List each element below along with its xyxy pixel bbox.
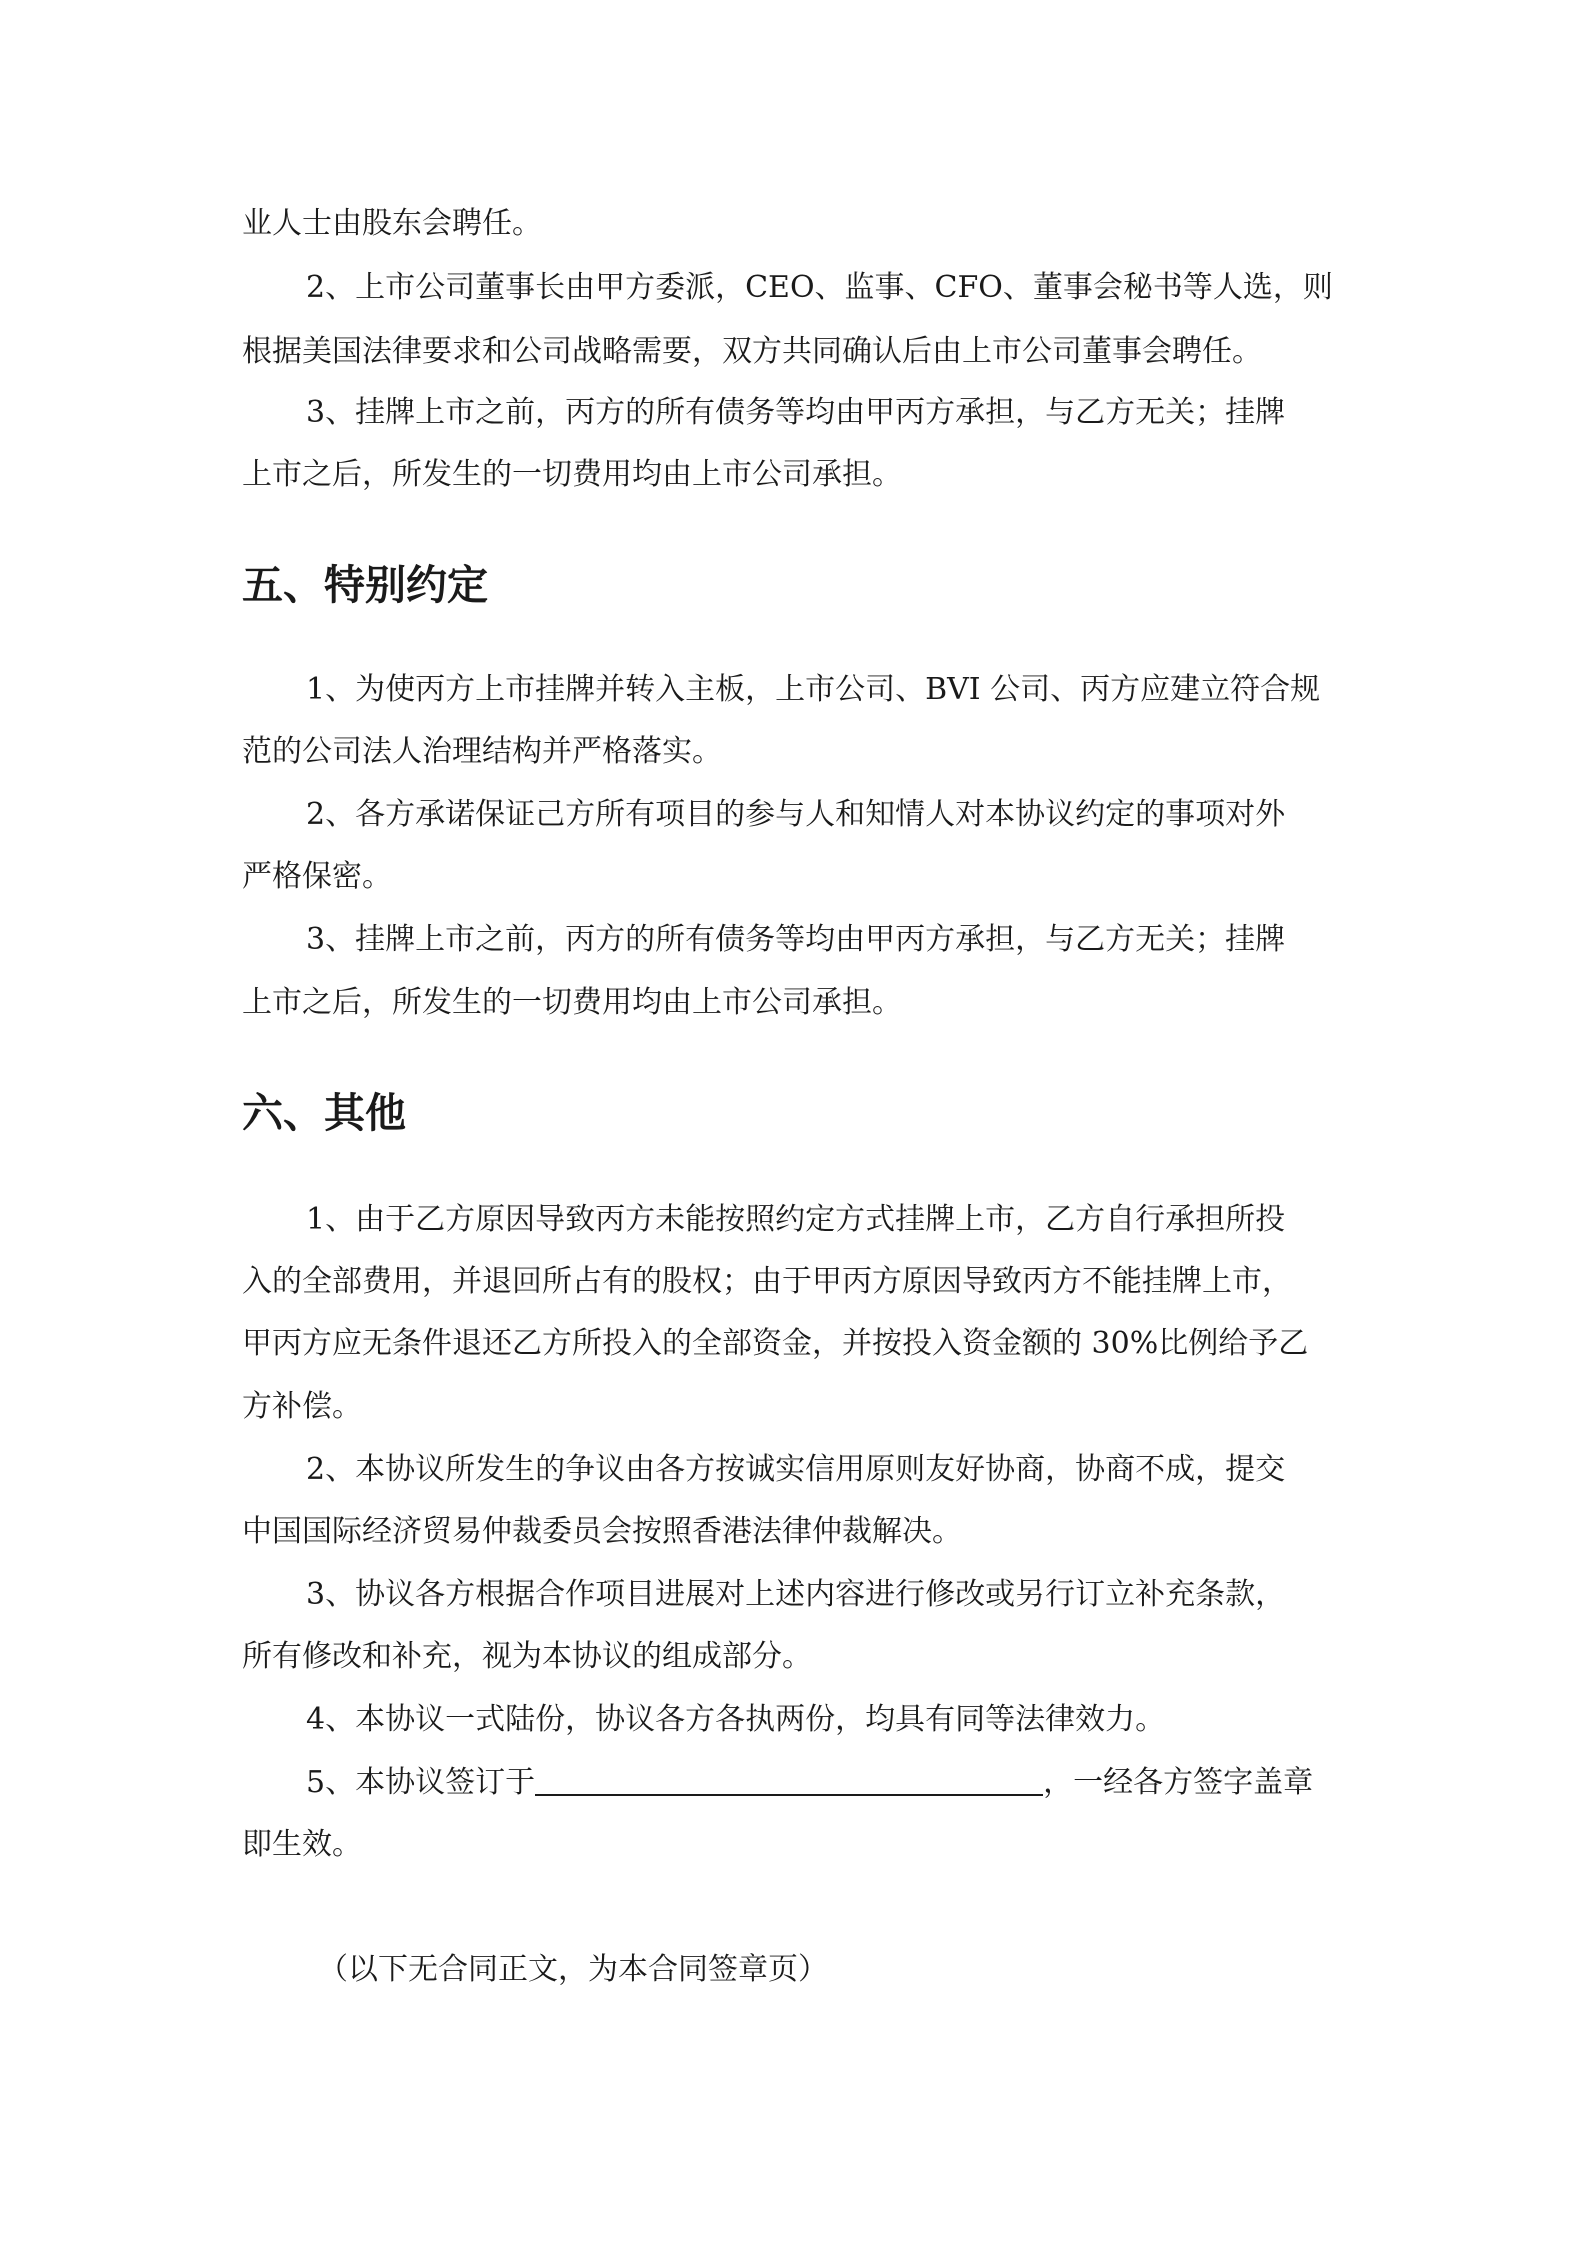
section6-item2-line1: 2、本协议所发生的争议由各方按诚实信用原则友好协商，协商不成，提交 (306, 1452, 1286, 1487)
item5-prefix: 5、本协议签订于 (306, 1765, 536, 1800)
section5-item1-line1: 1、为使丙方上市挂牌并转入主板，上市公司、BVI 公司、丙方应建立符合规 (306, 672, 1321, 707)
item5-suffix: ，一经各方签字盖章 (1043, 1765, 1314, 1800)
section4-item2-line2: 根据美国法律要求和公司战略需要，双方共同确认后由上市公司董事会聘任。 (242, 334, 1262, 369)
section6-item3-line2: 所有修改和补充，视为本协议的组成部分。 (242, 1639, 812, 1674)
section5-item1-line2: 范的公司法人治理结构并严格落实。 (242, 734, 722, 769)
section6-item2-line2: 中国国际经济贸易仲裁委员会按照香港法律仲裁解决。 (242, 1514, 962, 1549)
footer-note: （以下无合同正文，为本合同签章页） (318, 1952, 828, 1987)
section5-heading: 五、特别约定 (242, 561, 488, 609)
section4-item2-line1: 2、上市公司董事长由甲方委派，CEO、监事、CFO、董事会秘书等人选，则 (306, 270, 1333, 305)
section6-item4: 4、本协议一式陆份，协议各方各执两份，均具有同等法律效力。 (306, 1702, 1166, 1737)
section4-item3-line2: 上市之后，所发生的一切费用均由上市公司承担。 (242, 457, 902, 492)
section5-item2-line1: 2、各方承诺保证己方所有项目的参与人和知情人对本协议约定的事项对外 (306, 797, 1286, 832)
section6-heading: 六、其他 (242, 1089, 406, 1137)
section5-item2-line2: 严格保密。 (242, 859, 392, 894)
section6-item5-line2: 即生效。 (242, 1827, 362, 1862)
section6-item3-line1: 3、协议各方根据合作项目进展对上述内容进行修改或另行订立补充条款， (306, 1577, 1286, 1612)
signing-date-blank (535, 1764, 1043, 1796)
section6-item1-line2: 入的全部费用，并退回所占有的股权；由于甲丙方原因导致丙方不能挂牌上市， (242, 1264, 1292, 1299)
section6-item1-line1: 1、由于乙方原因导致丙方未能按照约定方式挂牌上市，乙方自行承担所投 (306, 1202, 1286, 1237)
section6-item1-line3: 甲丙方应无条件退还乙方所投入的全部资金，并按投入资金额的 30%比例给予乙 (242, 1326, 1309, 1361)
section6-item5-line1 (306, 1751, 1422, 1815)
section4-item3-line1: 3、挂牌上市之前，丙方的所有债务等均由甲丙方承担，与乙方无关；挂牌 (306, 395, 1286, 430)
section5-item3-line2: 上市之后，所发生的一切费用均由上市公司承担。 (242, 985, 902, 1020)
section4-item1-tail: 业人士由股东会聘任。 (242, 206, 542, 241)
section5-item3-line1: 3、挂牌上市之前，丙方的所有债务等均由甲丙方承担，与乙方无关；挂牌 (306, 922, 1286, 957)
section6-item1-line4: 方补偿。 (242, 1389, 362, 1424)
